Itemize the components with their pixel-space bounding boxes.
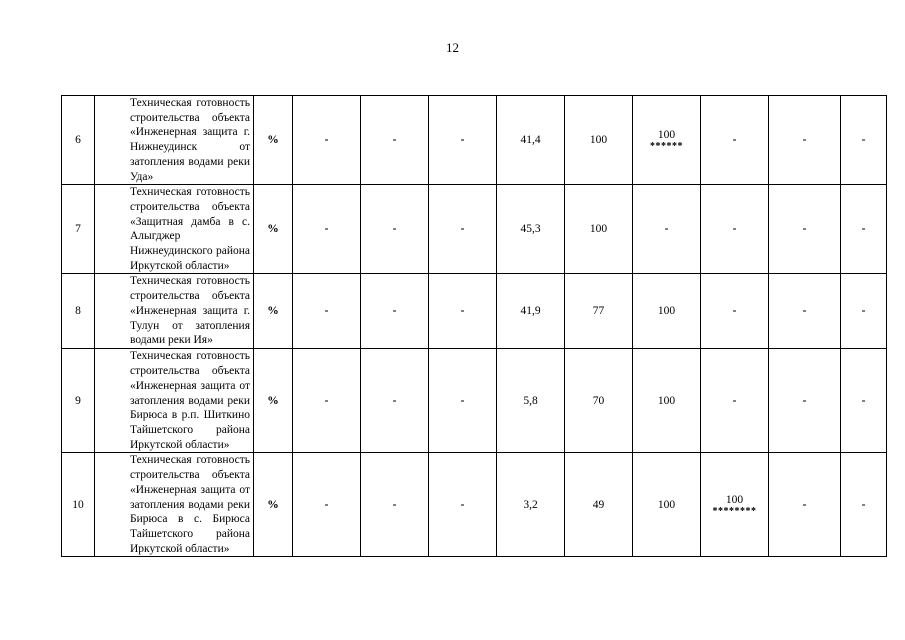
value-cell [497,185,565,274]
value-main: 70 [592,394,605,407]
unit-cell: % [254,453,293,557]
table-row [62,274,887,349]
value-main: 100 [657,305,676,318]
indicator-name: Техническая готовность строительства объекта «Защитная дамба в с. Алыгджер Нижнеудинского района Иркутской области» [95,185,254,274]
value-cell [633,185,701,274]
value-cell [293,453,361,557]
table-row [62,185,887,274]
value-main: - [664,222,669,235]
row-number: 8 [62,274,95,349]
value-cell [429,453,497,557]
value-main: - [392,394,397,407]
value-cell [841,453,887,557]
value-cell [361,349,429,453]
value-cell [429,185,497,274]
value-main: - [861,498,866,511]
value-cell [293,349,361,453]
value-cell [701,96,769,185]
value-cell [841,274,887,349]
value-main: - [861,394,866,407]
value-cell [841,185,887,274]
value-cell [361,453,429,557]
value-cell [769,349,841,453]
value-main: - [861,222,866,235]
value-cell [769,453,841,557]
value-cell [293,274,361,349]
indicators-table [61,95,887,557]
table-row [62,453,887,557]
value-main: - [324,394,329,407]
value-cell [701,349,769,453]
value-cell [565,96,633,185]
value-main: 3,2 [523,498,538,511]
value-cell [769,96,841,185]
value-cell [701,453,769,557]
value-main: - [802,133,807,146]
value-main: 100 [589,222,608,235]
row-number: 10 [62,453,95,557]
value-main: - [324,498,329,511]
indicator-name: Техническая готовность строительства объекта «Инженерная защита от затопления водами реки Бирюса в с. Бирюса Тайшетского района Иркутской области» [95,453,254,557]
value-main: - [392,498,397,511]
value-main: - [732,133,737,146]
row-number: 7 [62,185,95,274]
value-cell [293,96,361,185]
footnote-marker: ****** [650,141,683,153]
footnote-marker: ******** [712,506,757,518]
value-main: - [732,305,737,318]
indicator-name: Техническая готовность строительства объекта «Инженерная защита от затопления водами реки Бирюса в р.п. Шиткино Тайшетского района Иркутской области» [95,349,254,453]
value-cell [701,274,769,349]
value-main: 100 [589,133,608,146]
value-main: - [802,394,807,407]
value-cell [361,274,429,349]
value-main: 5,8 [523,394,538,407]
row-number: 9 [62,349,95,453]
value-cell [701,185,769,274]
value-main: 45,3 [520,222,541,235]
value-cell [769,185,841,274]
indicator-name: Техническая готовность строительства объекта «Инженерная защита г. Нижнеудинск от затопления водами реки Уда» [95,96,254,185]
value-main: - [732,394,737,407]
value-main: - [460,305,465,318]
value-cell [497,274,565,349]
value-main: - [460,498,465,511]
value-main: - [392,133,397,146]
indicator-name: Техническая готовность строительства объекта «Инженерная защита г. Тулун от затопления водами реки Ия» [95,274,254,349]
unit-cell: % [254,274,293,349]
value-cell [633,349,701,453]
value-main: - [392,222,397,235]
value-cell [633,453,701,557]
value-cell [769,274,841,349]
value-main: 100 [725,493,744,506]
value-main: 49 [592,498,605,511]
value-main: 100 [657,128,676,141]
value-cell [565,453,633,557]
value-cell [497,349,565,453]
value-cell [565,349,633,453]
value-main: - [324,305,329,318]
value-main: 100 [657,394,676,407]
unit-cell: % [254,96,293,185]
value-main: - [460,394,465,407]
value-main: - [802,305,807,318]
value-cell [361,96,429,185]
value-cell [429,274,497,349]
value-main: 41,9 [520,305,541,318]
table-row [62,349,887,453]
value-main: - [460,133,465,146]
value-cell [361,185,429,274]
unit-cell: % [254,185,293,274]
value-main: - [861,305,866,318]
value-cell [497,453,565,557]
value-cell [633,96,701,185]
value-main: - [732,222,737,235]
row-number: 6 [62,96,95,185]
value-cell [497,96,565,185]
value-main: - [392,305,397,318]
value-cell [293,185,361,274]
table-body [62,96,887,557]
value-cell [429,96,497,185]
value-main: - [324,222,329,235]
value-main: - [460,222,465,235]
value-cell [429,349,497,453]
value-main: - [802,222,807,235]
table-row [62,96,887,185]
value-cell [633,274,701,349]
value-cell [565,185,633,274]
value-cell [565,274,633,349]
value-main: 77 [592,305,605,318]
value-main: - [324,133,329,146]
value-main: 100 [657,498,676,511]
value-main: - [861,133,866,146]
value-cell [841,349,887,453]
unit-cell: % [254,349,293,453]
value-cell [841,96,887,185]
value-main: 41,4 [520,133,541,146]
value-main: - [802,498,807,511]
page-number: 12 [446,40,459,55]
